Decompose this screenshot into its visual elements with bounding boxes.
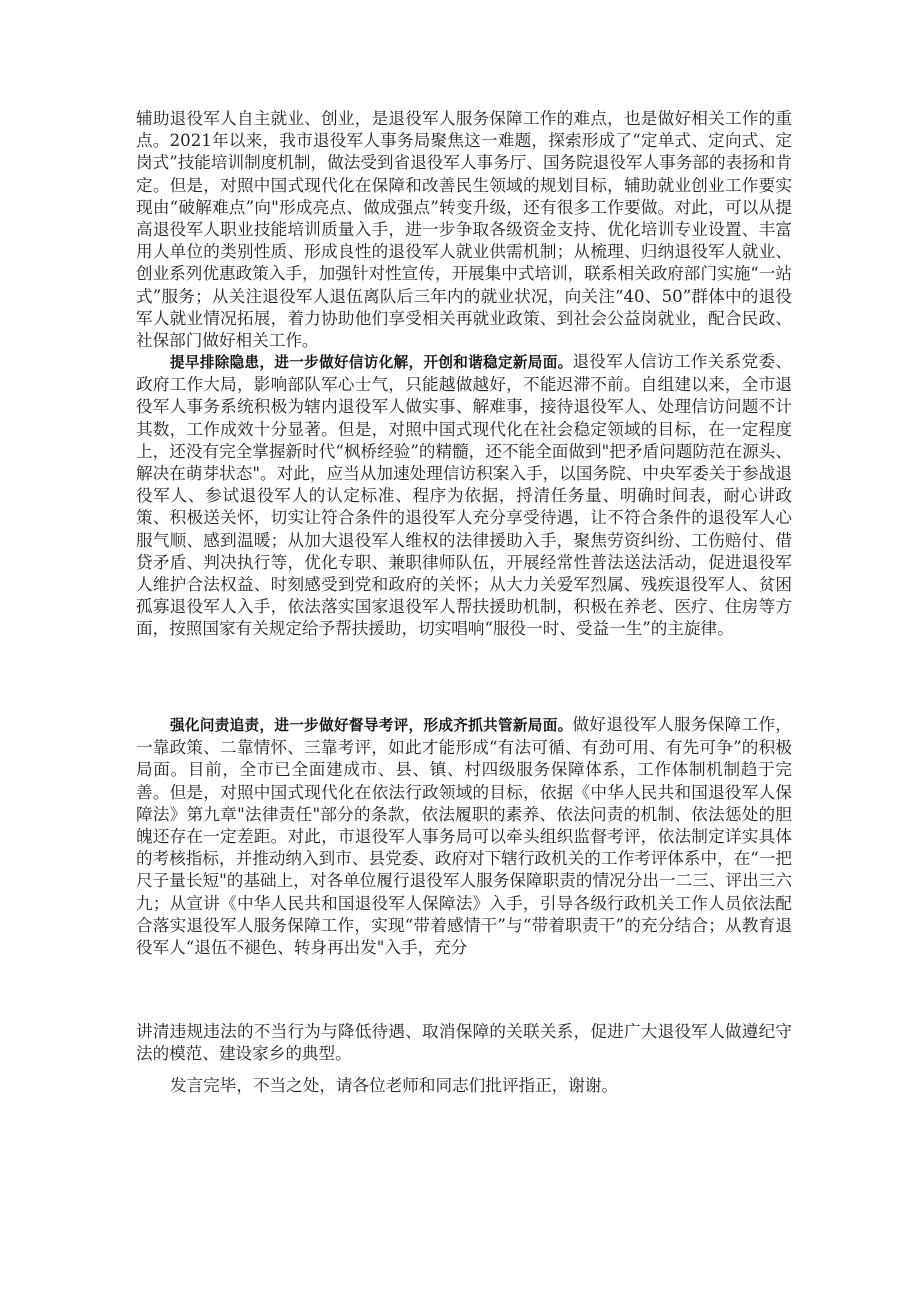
paragraph-body-text: 做好退役军人服务保障工作，一靠政策、二靠情怀、三靠考评，如此才能形成“有法可循、有劲可用、有先可争”的积极局面。目前，全市已全面建成市、县、镇、村四级服务保障体系，工作体制机制趋于完善。但是，对照中国式现代化在依法行政领域的目标，依据《中华人民共和国退役军人保障法》第九章"法律责任"部分的条款，依法履职的素养、依法问责的机制、依法惩处的胆魄还存在一定差距。对此，市退役军人事务局可以牵头组织监督考评，依法制定详实具体的考核指标，并推动纳入到市、县党委、政府对下辖行政机关的工作考评体系中，在“一把尺子量长短"的基础上，对各单位履行退役军人服务保障职责的情况分出一二三、评出三六九；从宣讲《中华人民共和国退役军人保障法》入手，引导各级行政机关工作人员依法配合落实退役军人服务保障工作，实现“带着感情干”与“带着职责干”的充分结合；从教育退役军人“退伍不褪色、转身再出发"入手，充分	[136, 715, 792, 958]
paragraph-lead-heading: 提早排除隐患，进一步做好信访化解，开创和谐稳定新局面。	[170, 354, 573, 371]
paragraph-closing: 发言完毕，不当之处，请各位老师和同志们批评指正，谢谢。	[170, 1076, 619, 1095]
paragraph-petition	[136, 351, 792, 641]
paragraph-continuation: 讲清违规违法的不当行为与降低待遇、取消保障的关联关系，促进广大退役军人做遵纪守法的模范、建设家乡的典型。	[136, 1022, 792, 1064]
paragraph-body-text: 退役军人信访工作关系党委、政府工作大局，影响部队军心士气，只能越做越好，不能迟滞不前。自组建以来，全市退役军人事务系统积极为辖内退役军人做实事、解难事，接待退役军人、处理信访问题不计其数，工作成效十分显著。但是，对照中国式现代化在社会稳定领域的目标，在一定程度上，还没有完全掌握新时代“枫桥经验”的精髓，还不能全面做到"把矛盾问题防范在源头、解决在萌芽状态"。对此，应当从加速处理信访积案入手，以国务院、中央军委关于参战退役军人、参试退役军人的认定标准、程序为依据，捋清任务量、明确时间表，耐心讲政策、积极送关怀，切实让符合条件的退役军人充分享受待遇，让不符合条件的退役军人心服气顺、感到温暖；从加大退役军人维权的法律援助入手，聚焦劳资纠纷、工伤赔付、借贷矛盾、判决执行等，优化专职、兼职律师队伍，开展经常性普法送法活动，促进退役军人维护合法权益、时刻感受到党和政府的关怀；从大力关爱军烈属、残疾退役军人、贫困孤寡退役军人入手，依法落实国家退役军人帮扶援助机制，积极在养老、医疗、住房等方面，按照国家有关规定给予帮扶援助，切实唱响“服役一时、受益一生”的主旋律。	[136, 352, 792, 639]
paragraph-lead-heading: 强化问责追责，进一步做好督导考评，形成齐抓共管新局面。	[170, 717, 573, 734]
paragraph-accountability	[136, 714, 792, 959]
paragraph-employment: 辅助退役军人自主就业、创业，是退役军人服务保障工作的难点，也是做好相关工作的重点。2021年以来，我市退役军人事务局聚焦这一难题，探索形成了“定单式、定向式、定岗式”技能培训制度机制，做法受到省退役军人事务厅、国务院退役军人事务部的表扬和肯定。但是，对照中国式现代化在保障和改善民生领域的规划目标，辅助就业创业工作要实现由“破解难点”向"形成亮点、做成强点”转变升级，还有很多工作要做。对此，可以从提高退役军人职业技能培训质量入手，进一步争取各级资金支持、优化培训专业设置、丰富用人单位的类别性质、形成良性的退役军人就业供需机制；从梳理、归纳退役军人就业、创业系列优惠政策入手，加强针对性宣传，开展集中式培训，联系相关政府部门实施“一站式”服务；从关注退役军人退伍离队后三年内的就业状况，向关注“40、50”群体中的退役军人就业情况拓展，着力协助他们享受相关再就业政策、到社会公益岗就业，配合民政、社保部门做好相关工作。	[136, 109, 792, 351]
